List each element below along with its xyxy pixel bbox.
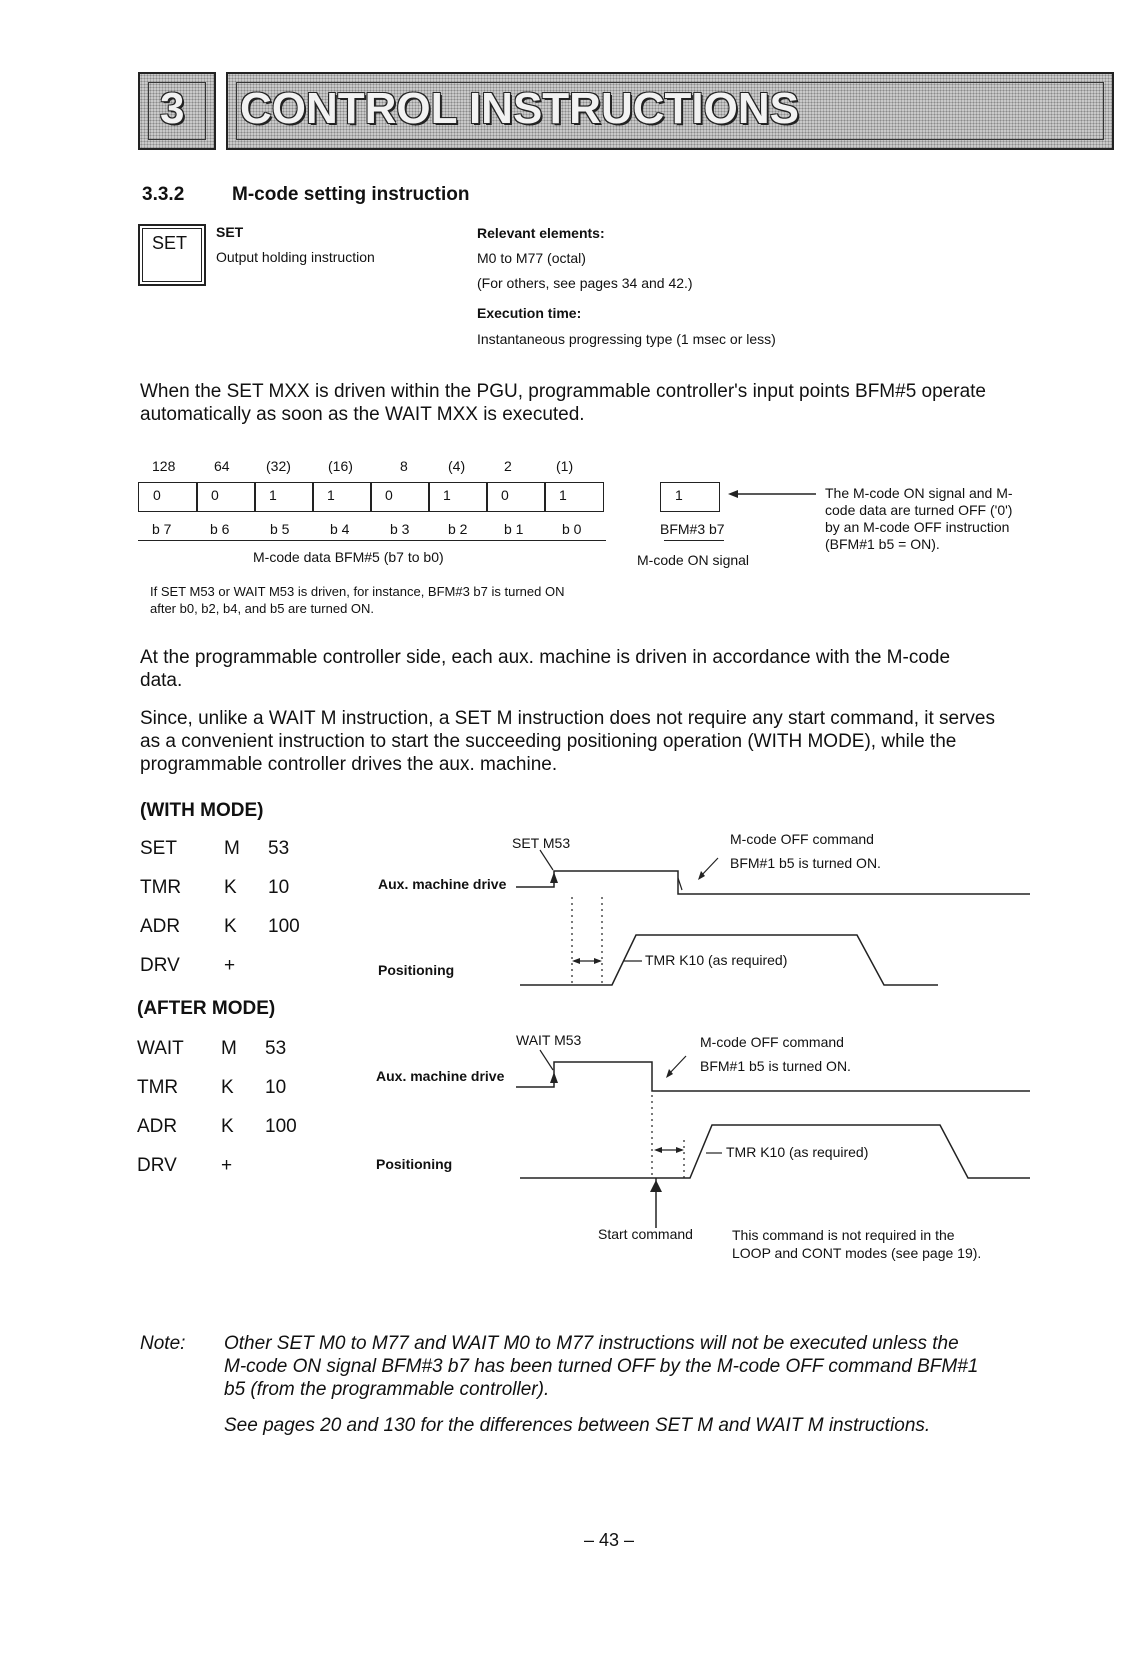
bit-name: b 6 — [210, 521, 230, 537]
bit-cell-b6: 0 — [196, 482, 256, 512]
note-line2: M-code ON signal BFM#3 b7 has been turned OFF by the M-code OFF command BFM#1 — [224, 1356, 979, 1377]
bit-weight: (4) — [448, 458, 466, 474]
instruction-description: Output holding instruction — [216, 249, 375, 265]
note-line3: b5 (from the programmable controller). — [224, 1379, 550, 1400]
relevant-line1: M0 to M77 (octal) — [477, 250, 586, 266]
example-line1: If SET M53 or WAIT M53 is driven, for instance, BFM#3 b7 is turned ON — [150, 584, 565, 599]
bit-cell-b3: 0 — [370, 482, 430, 512]
with-aux-label: Aux. machine drive — [378, 876, 507, 892]
bit-weight: 8 — [400, 458, 408, 474]
with-mode-title: (WITH MODE) — [140, 800, 264, 821]
bit-weight: 2 — [504, 458, 512, 474]
bit-weight: (16) — [328, 458, 353, 474]
bit-weight: (1) — [556, 458, 574, 474]
para3-line2: as a convenient instruction to start the succeeding positioning operation (WITH MODE), while the — [140, 731, 957, 752]
page-number: – 43 – — [584, 1530, 635, 1550]
chapter-title: CONTROL INSTRUCTIONS — [240, 84, 799, 133]
note-label: Note: — [140, 1333, 186, 1354]
after-tmr-label: TMR K10 (as required) — [726, 1144, 869, 1160]
para1-line1: When the SET MXX is driven within the PGU, programmable controller's input points BFM#5 operate — [140, 381, 986, 402]
bit-cell-b4: 1 — [312, 482, 372, 512]
bit-cell-b0: 1 — [544, 482, 604, 512]
para2-line2: data. — [140, 670, 183, 691]
after-row-op: ADR — [137, 1116, 178, 1137]
section-title: M-code setting instruction — [232, 184, 470, 205]
with-tmr-label: TMR K10 (as required) — [645, 952, 788, 968]
with-pos-label: Positioning — [378, 962, 455, 978]
with-row-val: 53 — [268, 838, 290, 859]
start-note-line1: This command is not required in the — [732, 1227, 955, 1243]
example-line2: after b0, b2, b4, and b5 are turned ON. — [150, 601, 375, 616]
after-trigger-label: WAIT M53 — [516, 1032, 582, 1048]
on-note-line2: code data are turned OFF ('0') — [825, 502, 1013, 518]
after-row-op: DRV — [137, 1155, 177, 1176]
exec-text: Instantaneous progressing type (1 msec or less) — [477, 331, 776, 347]
with-row-op: ADR — [140, 916, 181, 937]
instruction-name: SET — [216, 224, 244, 240]
after-pos-label: Positioning — [376, 1156, 453, 1172]
on-note-line3: by an M-code OFF instruction — [825, 519, 1010, 535]
with-aux-waveform — [516, 871, 1030, 894]
after-aux-label: Aux. machine drive — [376, 1068, 505, 1084]
bit-cell-b7: 0 — [138, 482, 198, 512]
after-row-dev: K — [221, 1116, 234, 1137]
relevant-heading: Relevant elements: — [477, 225, 605, 241]
bit-name: b 1 — [504, 521, 524, 537]
section-number: 3.3.2 — [142, 184, 185, 205]
with-row-val: 100 — [268, 916, 300, 937]
with-row-dev: + — [224, 955, 236, 976]
on-note-line1: The M-code ON signal and M- — [825, 485, 1013, 501]
bit-name: b 4 — [330, 521, 350, 537]
bit-name: b 5 — [270, 521, 290, 537]
with-row-op: DRV — [140, 955, 180, 976]
para3-line3: programmable controller drives the aux. machine. — [140, 754, 558, 775]
with-aux-rise-arrow — [550, 872, 558, 883]
after-row-val: 100 — [265, 1116, 297, 1137]
exec-heading: Execution time: — [477, 305, 582, 321]
after-row-op: TMR — [137, 1077, 179, 1098]
after-off-detail: BFM#1 b5 is turned ON. — [700, 1058, 851, 1074]
with-row-val: 10 — [268, 877, 290, 898]
bit-cell-b5: 1 — [254, 482, 314, 512]
para1-line2: automatically as soon as the WAIT MXX is executed. — [140, 404, 585, 425]
bit-cell-b2: 1 — [428, 482, 488, 512]
after-row-dev: K — [221, 1077, 234, 1098]
on-caption: M-code ON signal — [637, 552, 750, 568]
with-row-dev: K — [224, 877, 237, 898]
note-line1: Other SET M0 to M77 and WAIT M0 to M77 instructions will not be executed unless the — [224, 1333, 959, 1354]
with-row-dev: M — [224, 838, 240, 859]
with-trigger-label: SET M53 — [512, 835, 571, 851]
after-off-cmd: M-code OFF command — [700, 1034, 844, 1050]
with-off-detail: BFM#1 b5 is turned ON. — [730, 855, 881, 871]
set-symbol: SET — [152, 233, 188, 253]
after-row-val: 53 — [265, 1038, 287, 1059]
data-caption: M-code data BFM#5 (b7 to b0) — [253, 549, 444, 565]
bit-cell-b1: 0 — [486, 482, 546, 512]
after-row-dev: M — [221, 1038, 237, 1059]
on-note-line4: (BFM#1 b5 = ON). — [825, 536, 940, 552]
bit-weight: 64 — [214, 458, 230, 474]
bit-weight: 128 — [152, 458, 176, 474]
m-code-on-cell: 1 — [660, 482, 720, 512]
with-row-op: SET — [140, 838, 177, 859]
relevant-line2: (For others, see pages 34 and 42.) — [477, 275, 693, 291]
bit-name: b 3 — [390, 521, 410, 537]
after-row-val: 10 — [265, 1077, 287, 1098]
with-row-op: TMR — [140, 877, 182, 898]
para3-line1: Since, unlike a WAIT M instruction, a SET M instruction does not require any start command, it serves — [140, 708, 995, 729]
chapter-number: 3 — [160, 84, 185, 133]
para2-line1: At the programmable controller side, each aux. machine is driven in accordance with the M-code — [140, 647, 951, 668]
bit-name: b 0 — [562, 521, 582, 537]
after-row-dev: + — [221, 1155, 233, 1176]
start-command-label: Start command — [598, 1226, 693, 1242]
with-off-cmd: M-code OFF command — [730, 831, 874, 847]
after-row-op: WAIT — [137, 1038, 184, 1059]
after-mode-title: (AFTER MODE) — [137, 998, 276, 1019]
bit-name: b 7 — [152, 521, 172, 537]
bit-name: b 2 — [448, 521, 468, 537]
start-note-line2: LOOP and CONT modes (see page 19). — [732, 1245, 982, 1261]
on-bit-name: BFM#3 b7 — [660, 521, 725, 537]
note-line4: See pages 20 and 130 for the differences between SET M and WAIT M instructions. — [224, 1415, 931, 1436]
with-row-dev: K — [224, 916, 237, 937]
bit-weight: (32) — [266, 458, 291, 474]
